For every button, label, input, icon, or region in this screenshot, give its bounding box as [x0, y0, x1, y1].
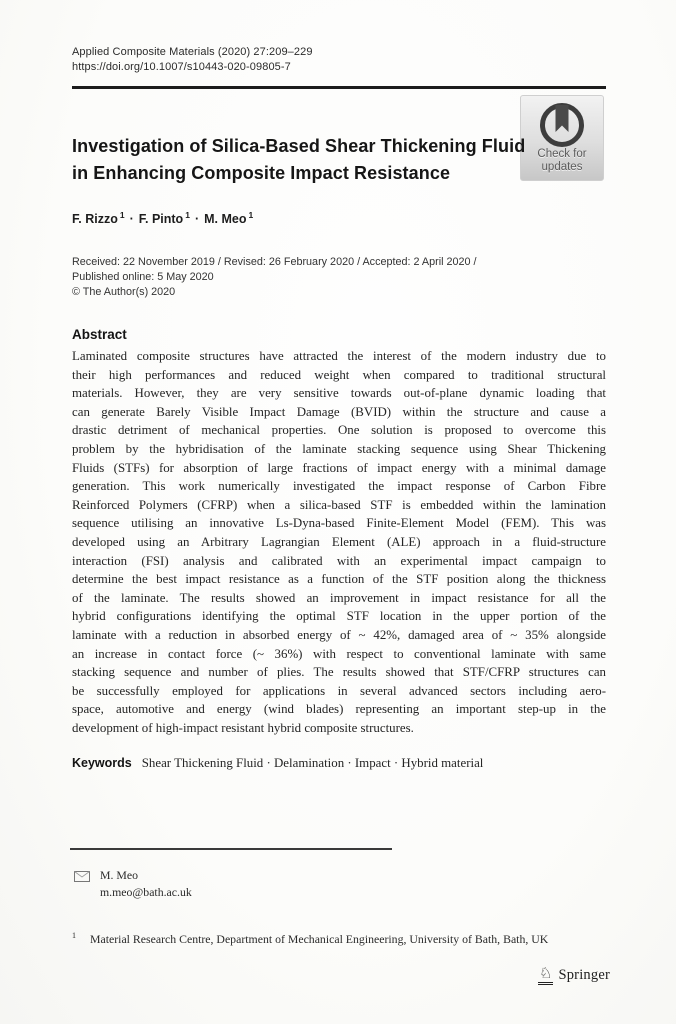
- abstract-line: be successfully employed for applications in several advanced sectors including aero-: [72, 683, 606, 698]
- footnote-divider: [70, 848, 392, 850]
- affiliation-text: Material Research Centre, Department of Mechanical Engineering, University of Bath, Bath, UK: [90, 931, 549, 946]
- history-published-line: Published online: 5 May 2020: [72, 271, 214, 283]
- header-divider: [72, 86, 606, 89]
- abstract-line: can generate Barely Visible Impact Damage (BVID) within the structure and cause a: [72, 404, 606, 419]
- abstract-line: interaction (FSI) analysis and calibrated with an experimental impact campaign to: [72, 553, 606, 568]
- abstract-line: materials. However, they are very sensitive towards out-of-plane dynamic loading that: [72, 386, 606, 401]
- abstract-line: their high performances and reduced weight when compared to traditional structural: [72, 367, 606, 382]
- bookmark-icon: [556, 105, 569, 132]
- author-name: F. Pinto: [138, 212, 184, 227]
- correspondence-block: [74, 867, 192, 901]
- author-separator: ·: [129, 212, 134, 227]
- abstract-line: Fluids (STFs) for absorption of large fractions of impact energy with a minimal damage: [72, 460, 606, 475]
- bookmark-circle-icon: [540, 103, 584, 147]
- abstract-line: stacking sequence and number of plies. The results showed that STF/CFRP structures can: [72, 665, 606, 680]
- abstract-line: an increase in contact force (~ 36%) with respect to conventional laminate with same: [72, 646, 606, 661]
- history-received-line: Received: 22 November 2019 / Revised: 26 February 2020 / Accepted: 2 April 2020 /: [72, 256, 477, 268]
- abstract-line: drastic detriment of mechanical properties. One solution is proposed to overcome this: [72, 423, 606, 438]
- springer-wordmark: Springer: [558, 967, 610, 983]
- springer-logo: [538, 966, 610, 985]
- author-name: F. Rizzo: [72, 212, 118, 227]
- corresponding-author-name: M. Meo: [100, 868, 139, 882]
- journal-header: [72, 45, 313, 75]
- abstract-line: problem by the hybridisation of the laminate stacking sequence using Shear Thickening: [72, 441, 606, 456]
- paper-title: [72, 133, 542, 187]
- abstract-body: [72, 347, 606, 737]
- author-affiliation-marker: 1: [119, 210, 125, 220]
- abstract-line: laminate with a reduction in absorbed energy of ~ 42%, damaged area of ~ 35% alongside: [72, 627, 606, 642]
- paper-title-line2: in Enhancing Composite Impact Resistance: [72, 163, 451, 183]
- paper-title-line1: Investigation of Silica-Based Shear Thickening Fluid: [72, 136, 526, 156]
- abstract-line: development of high-impact resistant hybrid composite structures.: [72, 720, 414, 735]
- keywords-line: [72, 755, 606, 771]
- abstract-line: generation. This work numerically investigated the impact response of Carbon Fibre: [72, 479, 606, 494]
- keywords-value: Shear Thickening Fluid · Delamination · Impact · Hybrid material: [141, 756, 484, 770]
- corresponding-author-email[interactable]: m.meo@bath.ac.uk: [100, 885, 192, 899]
- authors-line: [72, 210, 253, 226]
- abstract-line: hybrid configurations identifying the optimal STF location in the upper portion of the: [72, 609, 606, 624]
- abstract-line: space, automotive and energy (wind blades) representing an important step-up in the: [72, 702, 606, 717]
- abstract-line: sequence utilising an innovative Ls-Dyna-based Finite-Element Model (FEM). This was: [72, 516, 606, 531]
- author-separator: ·: [194, 212, 200, 227]
- journal-citation-line: Applied Composite Materials (2020) 27:209–229: [72, 46, 313, 58]
- abstract-line: of the laminate. The results showed an improvement in impact resistance for all the: [72, 590, 606, 605]
- springer-knight-icon: ♘: [538, 966, 553, 985]
- affiliation-footnote: [72, 931, 608, 947]
- publication-history: [72, 255, 477, 300]
- keywords-label: Keywords: [72, 756, 132, 770]
- doi-link: https://doi.org/10.1007/s10443-020-09805-7: [72, 61, 291, 73]
- envelope-icon: [74, 870, 90, 887]
- abstract-heading: Abstract: [72, 327, 127, 342]
- affiliation-marker: 1: [72, 931, 76, 940]
- author-name: M. Meo: [204, 212, 247, 227]
- copyright-line: © The Author(s) 2020: [72, 286, 176, 298]
- abstract-line: developed using an Arbitrary Lagrangian Element (ALE) approach in a fluid-structure: [72, 534, 606, 549]
- author-affiliation-marker: 1: [248, 210, 254, 220]
- abstract-line: Laminated composite structures have attracted the interest of the modern industry due to: [72, 349, 606, 363]
- author-affiliation-marker: 1: [185, 210, 190, 220]
- abstract-line: determine the best impact resistance as a function of the STF position along the thickness: [72, 572, 606, 587]
- abstract-line: Reinforced Polymers (CFRP) when a silica-based STF is embedded within the lamination: [72, 497, 606, 512]
- check-updates-label: Check for updates: [537, 148, 587, 173]
